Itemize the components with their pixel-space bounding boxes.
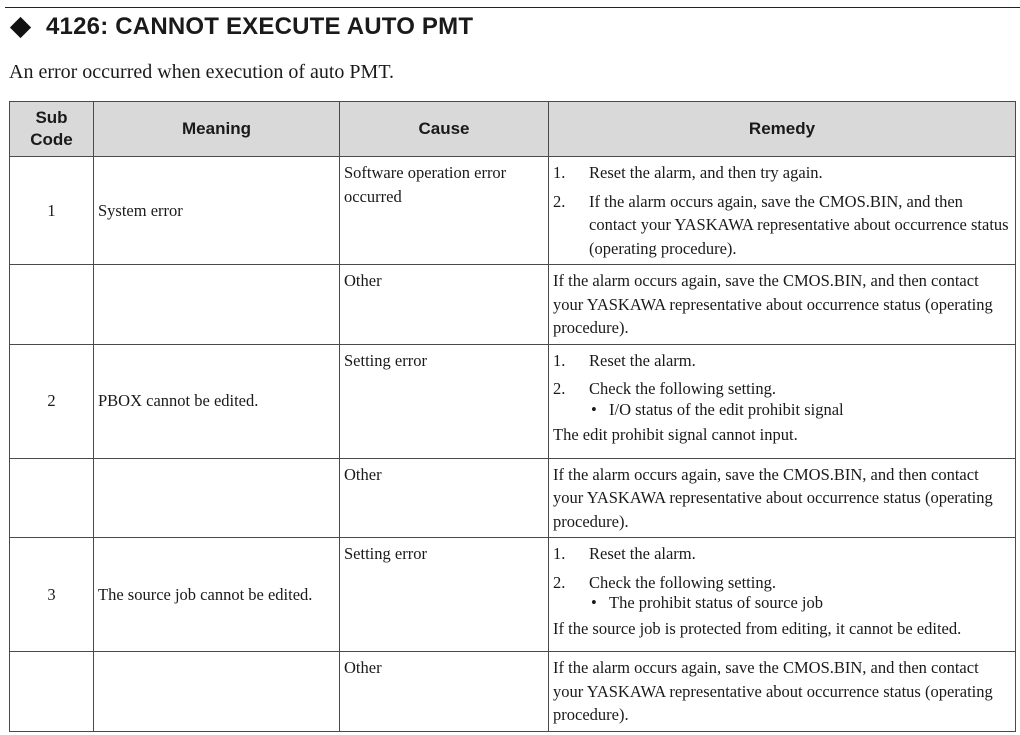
step-number: 2. [553,191,566,211]
step-text: Reset the alarm, and then try again. [589,163,823,182]
step-text: Reset the alarm. [589,350,696,370]
remedy-step [553,161,1011,185]
step-number: 1. [553,544,566,563]
table-row [10,458,1016,538]
remedy-cell [549,538,1016,652]
alarm-heading [8,13,473,41]
remedy-cell: If the alarm occurs again, save the CMOS.BIN, and then contact your YASKAWA representative about occurrence status (operating procedure). [549,265,1016,345]
diamond-bullet-icon [10,16,31,37]
sub-code-cell: 1 [10,157,94,265]
remedy-cell: If the alarm occurs again, save the CMOS.BIN, and then contact your YASKAWA representative about occurrence status (operating procedure). [549,652,1016,732]
table-row [10,538,1016,652]
bullet-dot-icon: • [591,593,597,612]
header-sub-code [10,102,94,157]
sub-code-cell: 3 [10,538,94,652]
step-number: 2. [553,379,566,398]
meaning-cell: PBOX cannot be edited. [94,344,340,458]
remedy-bullet [589,591,1011,615]
cause-cell: Other [340,652,549,732]
table-row [10,265,1016,345]
step-text: Reset the alarm. [589,544,696,563]
meaning-cell [94,652,340,732]
bullet-text: The prohibit status of source job [609,593,824,612]
alarm-table [9,101,1016,732]
meaning-cell: System error [94,157,340,265]
sub-code-cell: 2 [10,344,94,458]
header-remedy: Remedy [549,102,1016,157]
sub-code-cell [10,265,94,345]
remedy-bullet [589,398,1011,422]
step-text: If the alarm occurs again, save the CMOS.BIN, and then contact your YASKAWA representative about occurrence status (operating procedure). [589,191,1009,258]
step-number: 1. [553,350,566,370]
cause-cell: Setting error [340,344,549,458]
meaning-cell [94,458,340,538]
remedy-cell [549,157,1016,265]
remedy-cell: If the alarm occurs again, save the CMOS.BIN, and then contact your YASKAWA representative about occurrence status (operating procedure). [549,458,1016,538]
table-row [10,344,1016,458]
remedy-step [553,190,1011,261]
meaning-cell [94,265,340,345]
step-number: 1. [553,163,566,182]
cause-cell: Other [340,458,549,538]
alarm-title: 4126: CANNOT EXECUTE AUTO PMT [46,13,474,40]
table-header-row [10,102,1016,157]
header-meaning: Meaning [94,102,340,157]
header-sub-code-label: Sub Code [30,108,73,149]
remedy-step [553,542,1011,566]
bullet-dot-icon: • [591,399,597,419]
step-text: Check the following setting. [589,572,776,592]
meaning-cell: The source job cannot be edited. [94,538,340,652]
cause-cell: Setting error [340,538,549,652]
remedy-note: The edit prohibit signal cannot input. [553,425,798,444]
cause-cell: Software operation error occurred [340,157,549,265]
sub-code-cell [10,652,94,732]
step-text: Check the following setting. [589,379,776,398]
header-cause: Cause [340,102,549,157]
remedy-cell [549,344,1016,458]
bullet-text: I/O status of the edit prohibit signal [609,399,844,419]
top-rule [5,7,1020,8]
remedy-note: If the source job is protected from editing, it cannot be edited. [553,618,962,638]
step-number: 2. [553,572,566,592]
cause-cell: Other [340,265,549,345]
remedy-step [553,349,1011,373]
sub-code-cell [10,458,94,538]
table-row [10,157,1016,265]
table-row [10,652,1016,732]
alarm-description: An error occurred when execution of auto PMT. [9,61,395,83]
